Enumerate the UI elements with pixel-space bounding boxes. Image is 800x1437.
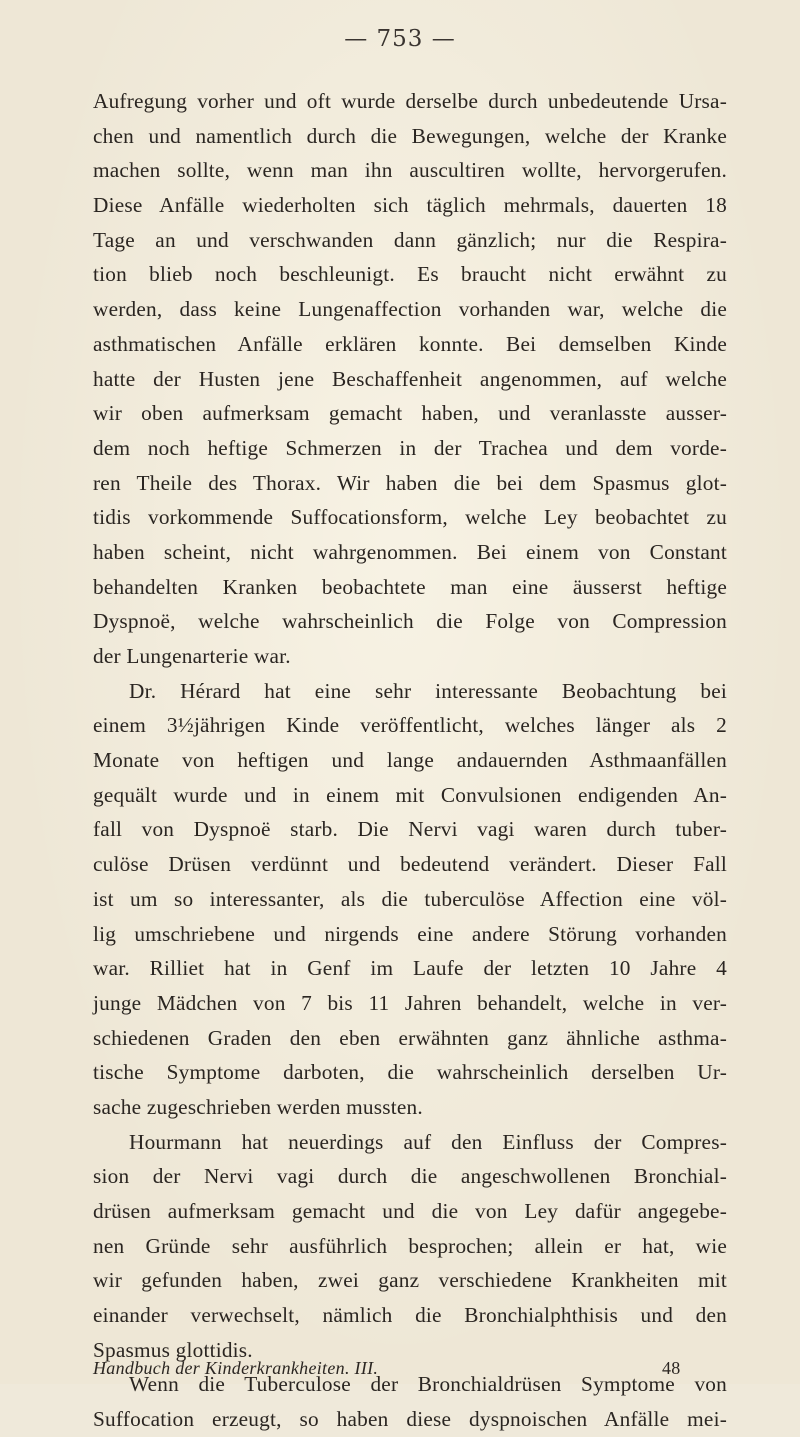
text-line: Dyspnoë, welche wahrscheinlich die Folge von Compression [93, 609, 727, 634]
text-line: Suffocation erzeugt, so haben diese dyspnoischen Anfälle mei- [93, 1407, 727, 1432]
text-line: hatte der Husten jene Beschaffenheit angenommen, auf welche [93, 366, 727, 391]
text-line: Tage an und verschwanden dann gänzlich; nur die Respira- [93, 227, 727, 252]
text-line: Diese Anfälle wiederholten sich täglich mehrmals, dauerten 18 [93, 193, 727, 218]
text-line: wir gefunden haben, zwei ganz verschiedene Krankheiten mit [93, 1268, 727, 1293]
text-line: fall von Dyspnoë starb. Die Nervi vagi waren durch tuber- [93, 817, 727, 842]
text-line: Monate von heftigen und lange andauernden Asthmaanfällen [93, 748, 727, 773]
text-line: sion der Nervi vagi durch die angeschwollenen Bronchial- [93, 1164, 727, 1189]
page-footer [93, 1358, 727, 1379]
text-line: chen und namentlich durch die Bewegungen, welche der Kranke [93, 123, 727, 148]
text-line: junge Mädchen von 7 bis 11 Jahren behandelt, welche in ver- [93, 990, 727, 1015]
page-number-header: — 753 — [344, 26, 456, 52]
text-line: tische Symptome darboten, die wahrscheinlich derselben Ur- [93, 1060, 727, 1085]
text-line: tion blieb noch beschleunigt. Es braucht nicht erwähnt zu [93, 262, 727, 287]
text-line: dem noch heftige Schmerzen in der Trachea und dem vorde- [93, 435, 727, 460]
text-line: Dr. Hérard hat eine sehr interessante Beobachtung bei [129, 678, 727, 703]
text-line: Aufregung vorher und oft wurde derselbe durch unbedeutende Ursa- [93, 89, 727, 113]
text-line: drüsen aufmerksam gemacht und die von Ley dafür angegebe- [93, 1199, 727, 1223]
text-line: behandelten Kranken beobachtete man eine äusserst heftige [93, 574, 727, 599]
text-line: culöse Drüsen verdünnt und bedeutend verändert. Dieser Fall [93, 852, 727, 877]
text-line: wir oben aufmerksam gemacht haben, und veranlasste ausser- [93, 401, 727, 426]
body-text [93, 84, 727, 1437]
text-line: Hourmann hat neuerdings auf den Einfluss der Compres- [129, 1129, 727, 1154]
text-line: sache zugeschrieben werden mussten. [93, 1094, 423, 1119]
text-line: der Lungenarterie war. [93, 644, 291, 668]
text-line: einem 3½jährigen Kinde veröffentlicht, welches länger als 2 [93, 713, 727, 738]
footer-title: Handbuch der Kinderkrankheiten. III. [93, 1358, 379, 1378]
text-line: asthmatischen Anfälle erklären konnte. Bei demselben Kinde [93, 331, 727, 356]
text-line: Wenn die Tuberculose der Bronchialdrüsen Symptome von [129, 1372, 727, 1397]
text-line: nen Gründe sehr ausführlich besprochen; allein er hat, wie [93, 1233, 727, 1258]
text-line: Spasmus glottidis. [93, 1337, 253, 1362]
text-line: lig umschriebene und nirgends eine andere Störung vorhanden [93, 921, 727, 946]
text-line: schiedenen Graden den eben erwähnten ganz ähnliche asthma- [93, 1025, 727, 1050]
text-line: einander verwechselt, nämlich die Bronchialphthisis und den [93, 1303, 727, 1328]
text-line: gequält wurde und in einem mit Convulsionen endigenden An- [93, 782, 727, 807]
text-line: tidis vorkommende Suffocationsform, welche Ley beobachtet zu [93, 505, 727, 530]
text-line: war. Rilliet hat in Genf im Laufe der letzten 10 Jahre 4 [93, 956, 727, 981]
text-line: werden, dass keine Lungenaffection vorhanden war, welche die [93, 297, 727, 322]
text-line: ren Theile des Thorax. Wir haben die bei dem Spasmus glot- [93, 470, 727, 495]
text-line: machen sollte, wenn man ihn auscultiren wollte, hervorgerufen. [93, 158, 727, 183]
text-line: ist um so interessanter, als die tuberculöse Affection eine völ- [93, 886, 727, 911]
text-line: haben scheint, nicht wahrgenommen. Bei einem von Constant [93, 539, 727, 564]
signature-mark: 48 [662, 1358, 681, 1378]
